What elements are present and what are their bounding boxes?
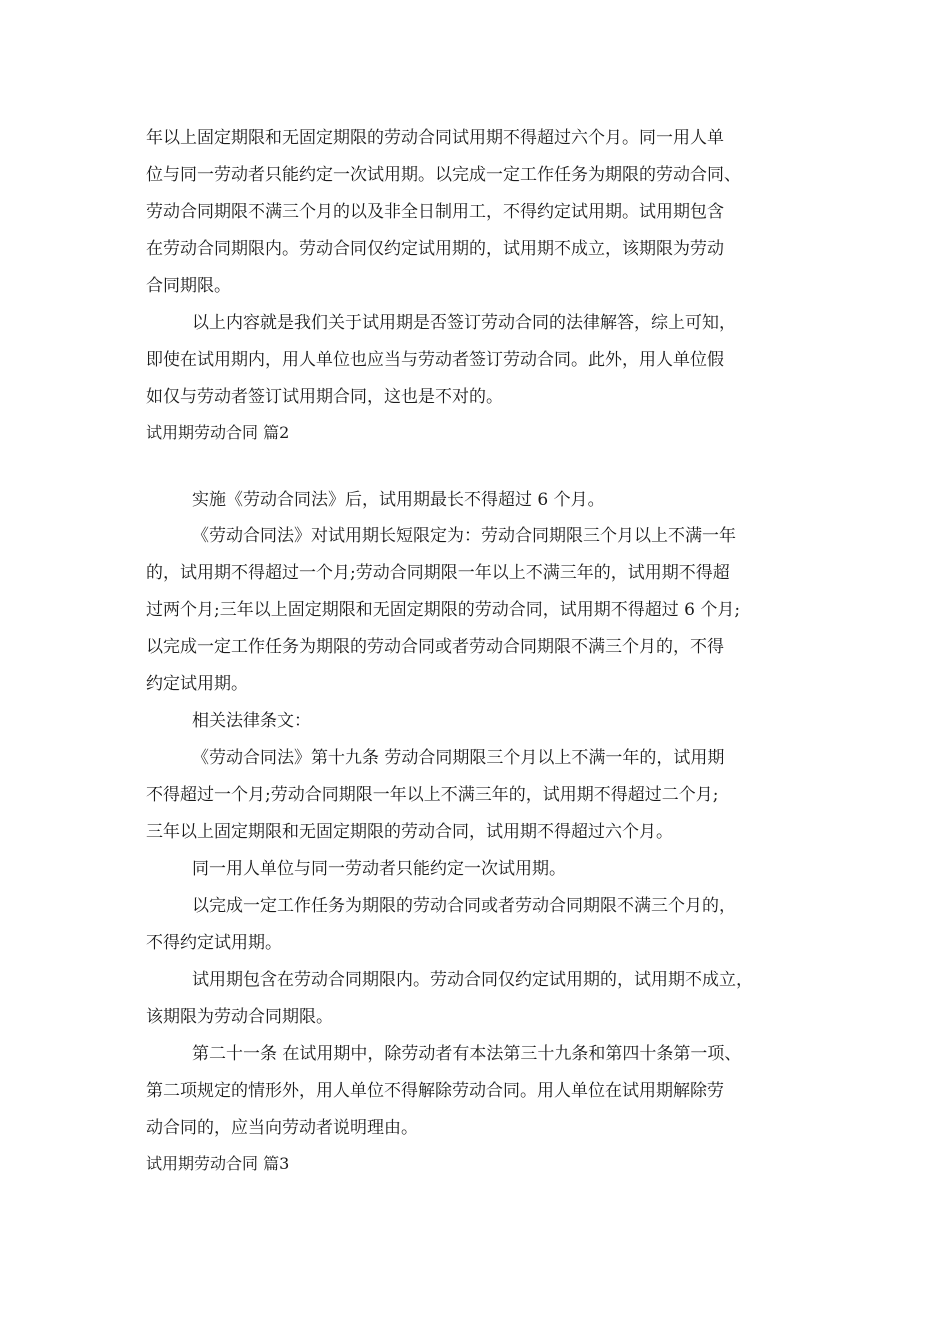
paragraph-line: 动合同的，应当向劳动者说明理由。 [146,1118,418,1138]
paragraph-line: 相关法律条文： [192,711,311,731]
paragraph-line: 合同期限。 [146,276,231,296]
paragraph-line: 的，试用期不得超过一个月;劳动合同期限一年以上不满三年的，试用期不得超 [146,563,730,583]
paragraph-line: 过两个月;三年以上固定期限和无固定期限的劳动合同，试用期不得超过 6 个月; [146,600,741,620]
paragraph-line: 劳动合同期限不满三个月的以及非全日制用工，不得约定试用期。试用期包含 [146,202,724,222]
paragraph-line: 在劳动合同期限内。劳动合同仅约定试用期的，试用期不成立，该期限为劳动 [146,239,724,259]
paragraph-line: 该期限为劳动合同期限。 [146,1007,333,1027]
paragraph-line: 《劳动合同法》第十九条 劳动合同期限三个月以上不满一年的，试用期 [192,748,725,768]
paragraph-line: 试用期包含在劳动合同期限内。劳动合同仅约定试用期的，试用期不成立， [192,970,753,990]
paragraph-line: 第二项规定的情形外，用人单位不得解除劳动合同。用人单位在试用期解除劳 [146,1081,724,1101]
paragraph-line: 位与同一劳动者只能约定一次试用期。以完成一定工作任务为期限的劳动合同、 [146,165,741,185]
paragraph-line: 第二十一条 在试用期中，除劳动者有本法第三十九条和第四十条第一项、 [192,1044,742,1064]
paragraph-line: 《劳动合同法》对试用期长短限定为：劳动合同期限三个月以上不满一年 [192,526,736,546]
paragraph-line: 即使在试用期内，用人单位也应当与劳动者签订劳动合同。此外，用人单位假 [146,350,724,370]
paragraph-line: 不得约定试用期。 [146,933,282,953]
paragraph-line: 同一用人单位与同一劳动者只能约定一次试用期。 [192,859,566,879]
section-heading-2: 试用期劳动合同 篇2 [146,423,290,442]
paragraph-line: 实施《劳动合同法》后，试用期最长不得超过 6 个月。 [192,490,605,510]
paragraph-line: 以完成一定工作任务为期限的劳动合同或者劳动合同期限不满三个月的，不得 [146,637,724,657]
section-heading-3: 试用期劳动合同 篇3 [146,1154,290,1173]
paragraph-line: 年以上固定期限和无固定期限的劳动合同试用期不得超过六个月。同一用人单 [146,128,724,148]
paragraph-line: 如仅与劳动者签订试用期合同，这也是不对的。 [146,387,503,407]
paragraph-line: 不得超过一个月;劳动合同期限一年以上不满三年的，试用期不得超过二个月; [146,785,719,805]
paragraph-line: 约定试用期。 [146,674,248,694]
paragraph-line: 三年以上固定期限和无固定期限的劳动合同，试用期不得超过六个月。 [146,822,673,842]
paragraph-line: 以完成一定工作任务为期限的劳动合同或者劳动合同期限不满三个月的， [192,896,736,916]
paragraph-line: 以上内容就是我们关于试用期是否签订劳动合同的法律解答，综上可知， [192,313,736,333]
